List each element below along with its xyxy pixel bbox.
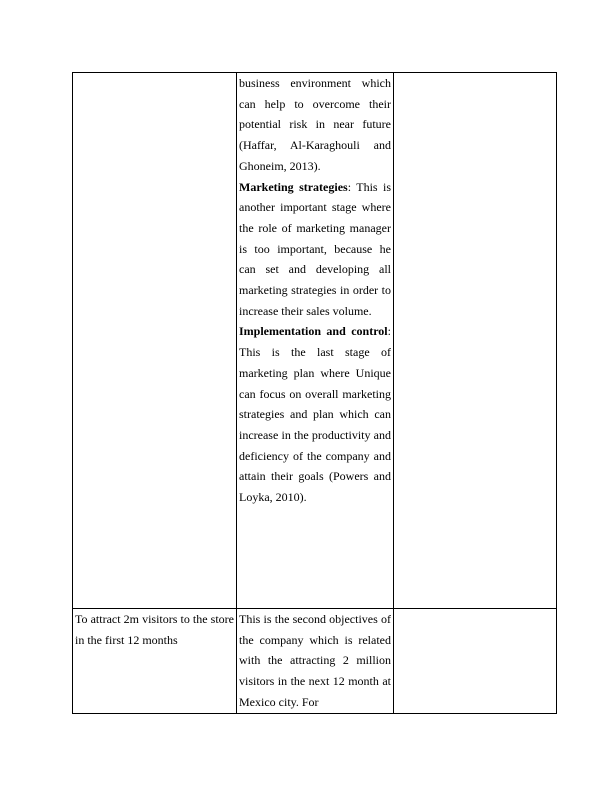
objectives-table xyxy=(72,72,557,714)
row1-description-cell xyxy=(237,73,394,609)
table-row xyxy=(73,73,557,609)
paragraph-marketing-strategies xyxy=(239,177,391,322)
table-row xyxy=(73,609,557,714)
marketing-strategies-text: : This is another important stage where the role of marketing manager is too important, because he can set and developing all marketing strategies in order to increase their sales volume. xyxy=(239,179,391,318)
row2-objective-cell: To attract 2m visitors to the store in the first 12 months xyxy=(73,609,237,714)
paragraph-environment: business environment which can help to overcome their potential risk in near future (Haffar, Al-Karaghouli and Ghoneim, 2013). xyxy=(239,76,391,173)
implementation-heading: Implementation and control xyxy=(239,324,388,339)
row2-description-cell: This is the second objectives of the company which is related with the attracting 2 million visitors in the next 12 month at Mexico city. For xyxy=(237,609,394,714)
implementation-text: : This is the last stage of marketing plan where Unique can focus on overall marketing strategies and plan which can increase in the productivity and deficiency of the company and attain their goals (Powers and Loyka, 2010). xyxy=(239,324,391,505)
marketing-strategies-heading: Marketing strategies xyxy=(239,179,348,194)
row1-empty-cell xyxy=(394,73,557,609)
row2-empty-cell xyxy=(394,609,557,714)
paragraph-implementation xyxy=(239,321,391,507)
row1-objective-cell xyxy=(73,73,237,609)
